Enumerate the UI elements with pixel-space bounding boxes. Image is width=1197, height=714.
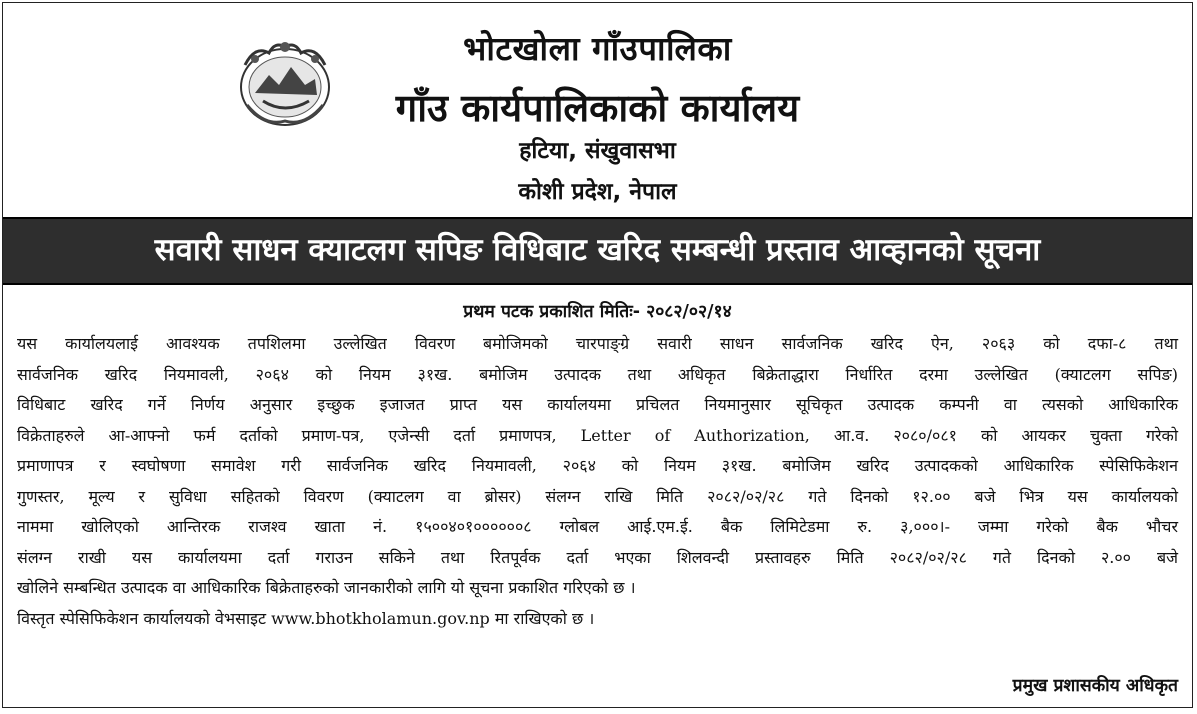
body-line: खोलिने सम्बन्धित उत्पादक वा आधिकारिक बिक्रेताहरुको जानकारीको लागि यो सूचना प्रकाशित गरिएको छ । [17,578,636,597]
body-line: प्रमाणापत्र र स्वघोषणा समावेश गरी सार्वजनिक खरिद नियमावली, २०६४ को नियम ३१ख. बमोजिम खरिद उत्पादकको आधिकारिक स्पेसिफिकेशन [17,456,1178,475]
published-date: प्रथम पटक प्रकाशित मितिः- २०८२/०२/१४ [463,302,732,322]
notice-page [2,2,1193,708]
body-line: विक्रेताहरुले आ-आफ्नो फर्म दर्ताको प्रमाण-पत्र, एजेन्सी दर्ता प्रमाणपत्र, Letter of Authorization, आ.व. २०८०/०८१ को आयकर चुक्ता गरेको [17,425,1178,445]
municipality-name: भोटखोला गाँउपालिका [463,29,732,68]
body-line: सार्वजनिक खरिद नियमावली, २०६४ को नियम ३१ख. बमोजिम उत्पादक तथा अधिकृत बिक्रेताद्धारा निर्धारित दरमा उल्लेखित (क्याटलग सपिङ) [17,364,1178,384]
body-line: विधिबाट खरिद गर्ने निर्णय अनुसार इच्छुक इजाजत प्राप्त यस कार्यालयमा प्रचिलत नियमानुसार सूचिकृत उत्पादक कम्पनी वा त्यसको आधिकारिक [17,395,1178,414]
office-location: हटिया, संखुवासभा [519,138,676,164]
province-country: कोशी प्रदेश, नेपाल [518,179,677,205]
office-header [3,3,1192,217]
body-line: संलग्न राखी यस कार्यालयमा दर्ता गराउन सकिने तथा रितपूर्वक दर्ता भएका शिलवन्दी प्रस्तावहरु मिति २०८२/०२/२८ गते दिनको २.०० बजे [17,547,1178,567]
body-line: यस कार्यालयलाई आवश्यक तपशिलमा उल्लेखित विवरण बमोजिमको चारपाङ्ग्रे सवारी साधन सार्वजनिक खरिद ऐन, २०६३ को दफा-८ तथा [17,334,1178,353]
notice-body [17,329,1178,604]
office-name: गाँउ कार्यपालिकाको कार्यालय [395,86,800,130]
notice-title-banner: सवारी साधन क्याटलग सपिङ विधिबाट खरिद सम्बन्धी प्रस्ताव आव्हानको सूचना [3,217,1192,285]
body-line: गुणस्तर, मूल्य र सुविधा सहितको विवरण (क्याटलग वा ब्रोसर) संलग्न राखि मिति २०८२/०२/२८ गते दिनको १२.०० बजे भित्र यस कार्यालयको [17,486,1178,506]
signatory-title: प्रमुख प्रशासकीय अधिकृत [1012,676,1178,696]
website-line: विस्तृत स्पेसिफिकेशन कार्यालयको वेभसाइट www.bhotkholamun.gov.np मा राखिएको छ । [17,608,595,628]
body-line: नाममा खोलिएको आन्तिरक राजश्व खाता नं. १५००४०१००००००८ ग्लोबल आई.एम.ई. बैक लिमिटेडमा रु. ३,०००।- जम्मा गरेको बैक भौचर [17,517,1178,536]
